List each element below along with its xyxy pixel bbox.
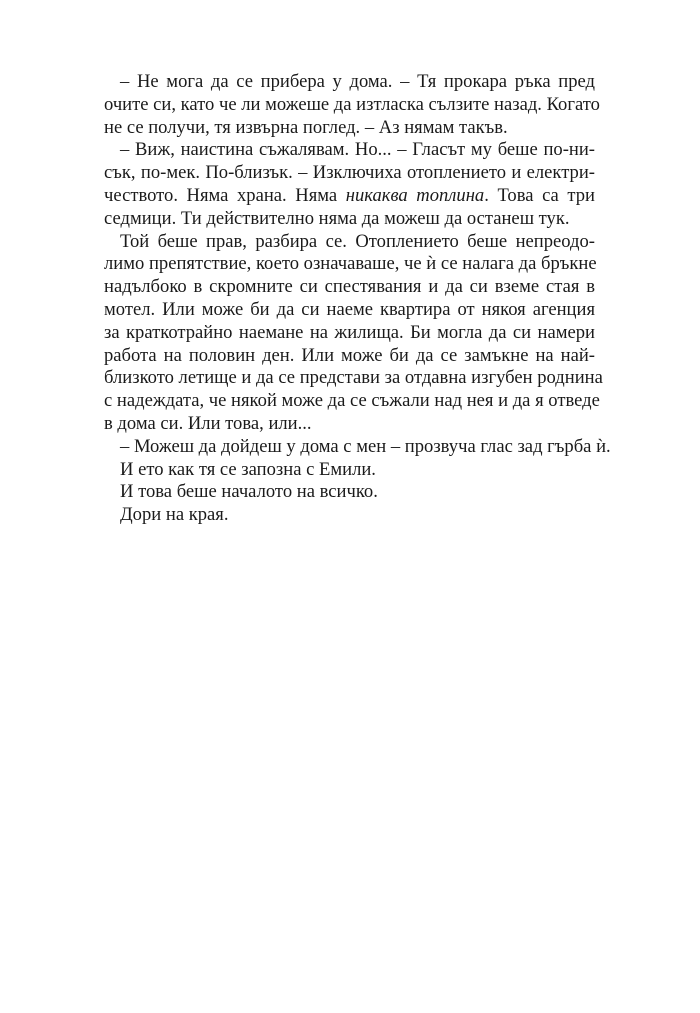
text-line: седмици. Ти действително няма да можеш да останеш тук.	[104, 207, 570, 229]
text-line: – Виж, наистина съжалявам. Но... – Гласът му беше по-ни-	[120, 139, 595, 161]
text-line: за краткотрайно наемане на жилища. Би могла да си намери	[104, 321, 595, 343]
text-segment: . Това са три	[484, 184, 595, 206]
text-line: лимо препятствие, което означаваше, че ѝ се налага да бръкне	[104, 253, 597, 275]
text-line: Дори на края.	[120, 504, 229, 526]
text-line: с надеждата, че някой може да се съжали над нея и да я отведе	[104, 390, 600, 412]
body-text	[104, 71, 611, 527]
text-line: сък, по-мек. По-близък. – Изключиха отоплението и електри-	[104, 162, 595, 184]
text-line: не се получи, тя извърна поглед. – Аз нямам такъв.	[104, 116, 508, 138]
text-line: И това беше началото на всичко.	[120, 481, 378, 503]
italic-phrase: никаква топлина	[345, 184, 485, 206]
text-segment: чеството. Няма храна. Няма	[104, 184, 346, 206]
text-line	[104, 185, 595, 208]
text-line: – Не мога да се прибера у дома. – Тя прокара ръка пред	[120, 71, 595, 92]
text-line: мотел. Или може би да си наеме квартира от някоя агенция	[104, 298, 595, 320]
text-line: в дома си. Или това, или...	[104, 412, 312, 434]
text-line: Той беше прав, разбира се. Отоплението беше непреодо-	[120, 230, 595, 252]
text-line: близкото летище и да се представи за отдавна изгубен роднина	[104, 367, 603, 389]
text-line: И ето как тя се запозна с Емили.	[120, 458, 376, 480]
text-line: работа на половин ден. Или може би да се замъкне на най-	[104, 344, 595, 366]
text-line: надълбоко в скромните си спестявания и да си вземе стая в	[104, 276, 595, 298]
text-line: очите си, като че ли можеше да изтласка сълзите назад. Когато	[104, 93, 600, 115]
text-line: – Можеш да дойдеш у дома с мен – прозвуча глас зад гърба ѝ.	[120, 435, 611, 457]
